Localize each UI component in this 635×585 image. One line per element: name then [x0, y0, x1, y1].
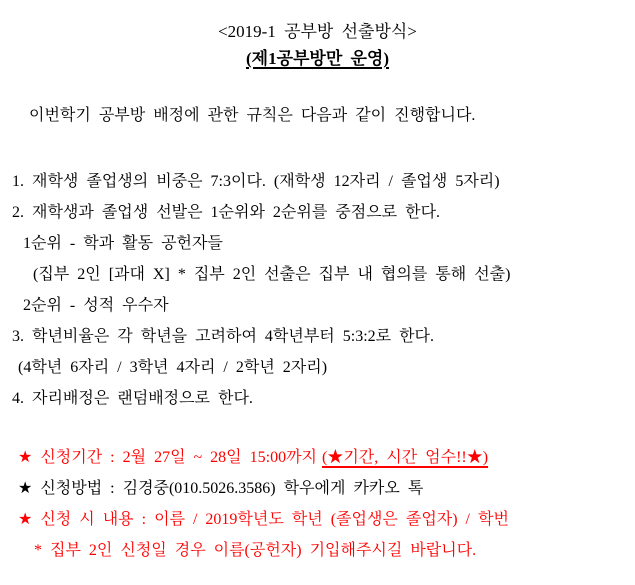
rule-line-2: 2. 재학생과 졸업생 선발은 1순위와 2순위를 중점으로 한다.: [12, 204, 441, 221]
notice-staff-note: [34, 535, 635, 566]
notice-application-method: [18, 473, 635, 504]
rule-line-2-priority1: 1순위 - 학과 활동 공헌자들: [23, 235, 223, 252]
intro-paragraph: 이번학기 공부방 배정에 관한 규칙은 다음과 같이 진행합니다.: [29, 107, 476, 124]
rule-line-2-priority2: 2순위 - 성적 우수자: [23, 297, 169, 314]
notice-application-content: [18, 504, 635, 535]
page-subtitle: [12, 45, 623, 72]
rule-line-4: 4. 자리배정은 랜덤배정으로 한다.: [12, 390, 253, 407]
rule-line-3: 3. 학년비율은 각 학년을 고려하여 4학년부터 5:3:2로 한다.: [12, 328, 435, 345]
page-subtitle-text: (제1공부방만 운영): [245, 49, 390, 68]
notice-staff-note-text: 집부 2인 신청일 경우 이름(공헌자) 기입해주시길 바랍니다.: [50, 542, 477, 559]
notice-application-period-emphasis: (★기간, 시간 엄수!!★): [322, 449, 489, 466]
rule-line-1: 1. 재학생 졸업생의 비중은 7:3이다. (재학생 12자리 / 졸업생 5자리): [12, 173, 500, 190]
star-icon: ★: [18, 449, 33, 466]
rule-line-2-priority1-note: (집부 2인 [과대 X] * 집부 2인 선출은 집부 내 협의를 통해 선출): [33, 266, 511, 283]
notice-application-method-text: 신청방법 : 김경중(010.5026.3586) 학우에게 카카오 톡: [40, 480, 424, 497]
notice-application-period: [18, 442, 635, 473]
asterisk-icon: *: [34, 542, 42, 559]
notice-application-period-text: 신청기간 : 2월 27일 ~ 28일 15:00까지: [40, 449, 317, 466]
notices-list: [12, 442, 635, 566]
page-title: <2019-1 공부방 선출방식>: [218, 22, 417, 41]
rules-list: [12, 166, 635, 414]
title-block: [12, 18, 635, 72]
star-icon: ★: [18, 511, 33, 528]
notice-application-content-text: 신청 시 내용 : 이름 / 2019학년도 학년 (졸업생은 졸업자) / 학번: [40, 511, 509, 528]
rule-line-3-note: (4학년 6자리 / 3학년 4자리 / 2학년 2자리): [18, 359, 328, 376]
star-icon: ★: [18, 480, 33, 497]
